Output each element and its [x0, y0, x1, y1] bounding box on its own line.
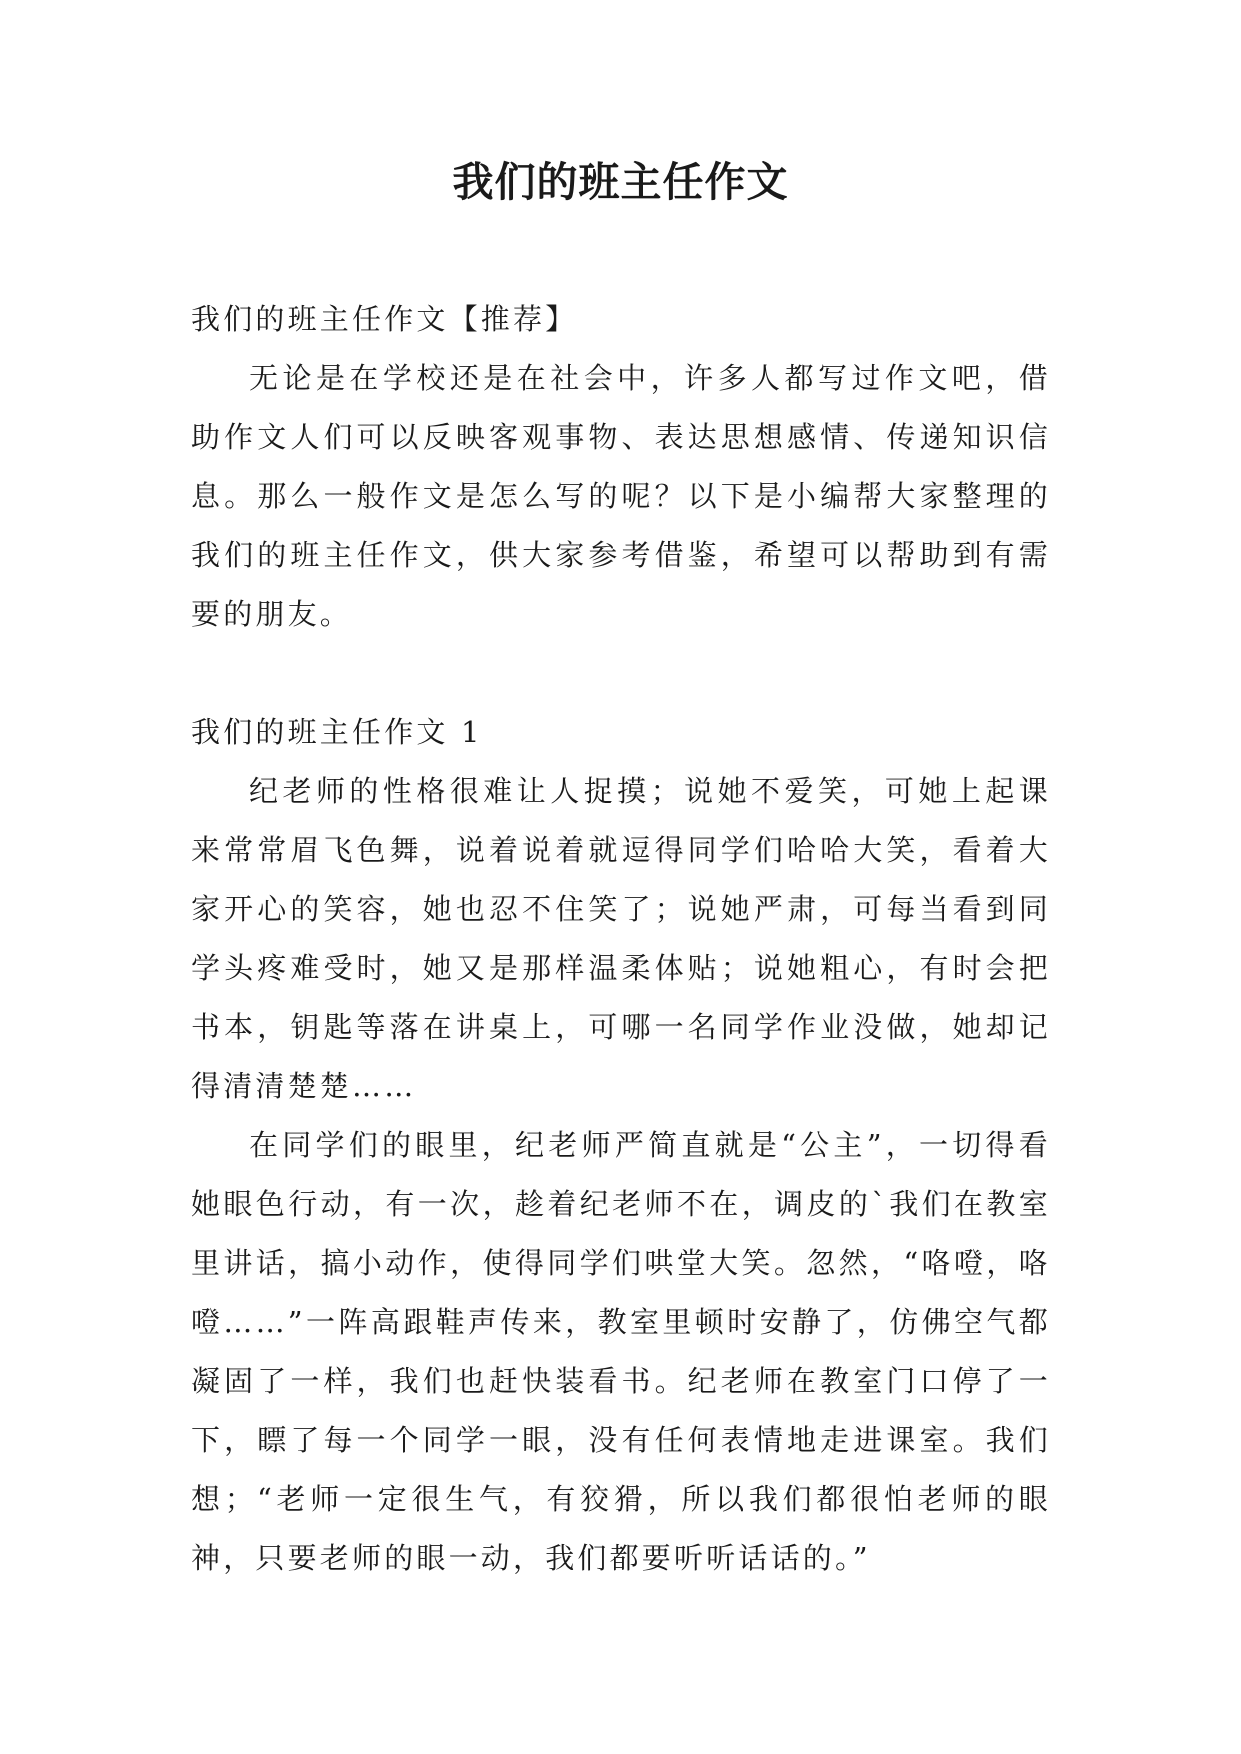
section-paragraph: 纪老师的性格很难让人捉摸；说她不爱笑，可她上起课来常常眉飞色舞，说着说着就逗得同学们哈哈大笑，看着大家开心的笑容，她也忍不住笑了；说她严肃，可每当看到同学头疼难受时，她又是那样温柔体贴；说她粗心，有时会把书本，钥匙等落在讲桌上，可哪一名同学作业没做，她却记得清清楚楚……: [191, 774, 1051, 1103]
intro-paragraph: 无论是在学校还是在社会中，许多人都写过作文吧，借助作文人们可以反映客观事物、表达思想感情、传递知识信息。那么一般作文是怎么写的呢？以下是小编帮大家整理的我们的班主任作文，供大家参考借鉴，希望可以帮助到有需要的朋友。: [191, 361, 1051, 631]
section-paragraph: 在同学们的眼里，纪老师严简直就是“公主”，一切得看她眼色行动，有一次，趁着纪老师不在，调皮的`我们在教室里讲话，搞小动作，使得同学们哄堂大笑。忽然，“咯噔，咯噔……”一阵高跟鞋声传来，教室里顿时安静了，仿佛空气都凝固了一样，我们也赶快装看书。纪老师在教室门口停了一下，瞟了每一个同学一眼，没有任何表情地走进课室。我们想；“老师一定很生气，有狡猾，所以我们都很怕老师的眼神，只要老师的眼一动，我们都要听听话话的。”: [191, 1128, 1051, 1575]
document-subtitle: 我们的班主任作文【推荐】: [191, 302, 578, 336]
document-title: 我们的班主任作文: [452, 158, 789, 206]
document-body: [191, 290, 1051, 1588]
section-heading: 我们的班主任作文 1: [191, 715, 483, 749]
